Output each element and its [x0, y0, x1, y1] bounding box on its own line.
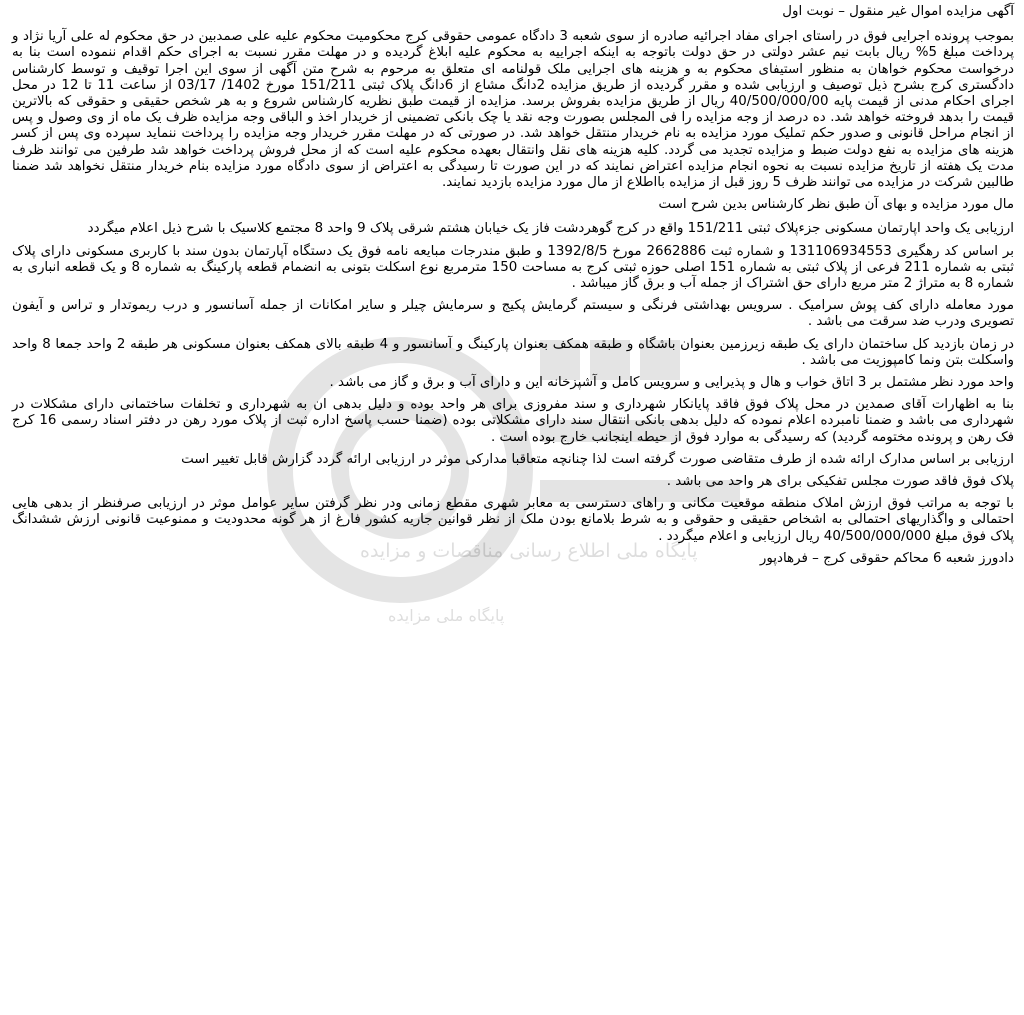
paragraph-unit: واحد مورد نظر مشتمل بر 3 اتاق خواب و هال و پذیرایی و سرویس کامل و آشپزخانه این و دارای آب و برق و گاز می باشد .: [329, 375, 1014, 391]
paragraph-final-value: با توجه به مراتب فوق ارزش املاک منطقه موقعیت مکانی و راهای دسترسی به معابر شهری مقطع زمانی ودر نظر گرفتن سایر عوامل موثر در ارزیابی صرفنظر از بدهی هایی احتمالی و واگذاریهای احتمالی به اشخاص حقیقی و حقوقی و به شرط بلامانع بودن ملک از نظر قوانین جاریه کشور فارغ از هر گونه محدودیت و ممنوعیت قانونی ارزش ششدانگ پلاک فوق مبلغ 40/500/000/000 ریال ارزیابی و اعلام میگردد .: [12, 496, 1014, 544]
paragraph-valuation: ارزیابی یک واحد اپارتمان مسکونی جزءپلاک ثبتی 151/211 واقع در کرج گوهردشت فاز یک خیابان هشتم شرقی پلاک 9 واحد 8 مجتمع کلاسیک با شرح ذیل اعلام میگردد: [87, 221, 1014, 237]
paragraph-disclaimer: ارزیابی بر اساس مدارک ارائه شده از طرف متقاضی صورت گرفته است لذا چنانچه متعاقبا مدارکی موثر در ارزیابی ارائه گردد گزارش قابل تغییر است: [181, 451, 1014, 467]
section-title: مال مورد مزایده و بهای آن طبق نظر کارشناس بدین شرح است: [658, 197, 1014, 213]
signature-line: دادورز شعبه 6 محاکم حقوقی کرج – فرهادپور: [759, 550, 1014, 566]
paragraph-registration: بر اساس کد رهگیری 131106934553 و شماره ثبت 2662886 مورخ 1392/8/5 و طبق مندرجات مبایعه نامه فوق یک دستگاه آپارتمان بدون سند با کاربری مسکونی دارای پلاک ثبتی به شماره 211 فرعی از پلاک ثبتی به شماره 151 اصلی حوزه ثبتی کرج به مساحت 150 مترمربع نوع اسکلت بتونی به انضمام قطعه پارکینگ به شماره 8 و یک قطعه انباری به شماره 8 به متراژ 2 متر مربع دارای حق اشتراک از جمله آب و برق گاز میباشد .: [12, 243, 1015, 292]
paragraph-subdivision: پلاک فوق فاقد صورت مجلس تفکیکی برای هر واحد می باشد .: [666, 474, 1014, 490]
watermark-caption-secondary: پایگاه ملی مزایده: [388, 606, 505, 625]
watermark-caption: پایگاه ملی اطلاع رسانی مناقصات و مزایده: [360, 540, 698, 562]
document-title: آگهی مزایده اموال غیر منقول – نوبت اول: [782, 4, 1014, 19]
paragraph-amenities: مورد معامله دارای کف پوش سرامیک . سرویس بهداشتی فرنگی و سیستم گرمایش پکیج و سرمایش چیلر و سایر امکانات از جمله آسانسور و درب ریموتدار و تراس و آیفون تصویری ودرب ضد سرقت می باشد .: [12, 298, 1014, 330]
paragraph-statements: بنا به اظهارات آقای صمدین در محل پلاک فوق فاقد پایانکار شهرداری و سند مفروزی برای هر واحد بوده و دلیل بدهی ان به شهرداری و تخلفات ساختمانی دارای مشکلات در شهرداری می باشد و ضمنا نامبرده اعلام نموده که دلیل بدهی بانکی انتقال سند دارای مشکلاتی بوده (ضمنا حسب پاسخ اداره ثبت از پلاک مورد رهن در دفتر اسناد رسمی 16 کرج فک رهن و پرونده مختومه گردید) که رسیدگی به موارد فوق از حیطه اینجانب خارج بوده است .: [12, 397, 1014, 445]
intro-paragraph: بموجب پرونده اجرایی فوق در راستای اجرای مفاد اجرائیه صادره از سوی شعبه 3 دادگاه عمومی حقوقی کرج محکومیت محکوم علیه علی صمدبین در حق محکوم له علی آریا نژاد و پرداخت مبلغ 5% ریال بابت نیم عشر دولتی در حق دولت باتوجه به اینکه اجراییه به محکوم علیه ابلاغ گردیده و در مهلت مقرر نسبت به اجرای حکم اقدام ننموده است بنا به درخواست محکوم خواهان به منظور استیفای محکوم به و هزینه های اجرایی ملک قولنامه ای متعلق به مرحوم به شرح متن آگهی از سوی این اجرا توقیف و توسط کارشناس دادگستری کرج بشرح ذیل توصیف و ارزیابی شده و مقرر گردیده از طریق مزایده 2دانگ مشاع از 6دانگ پلاک ثبتی 151/211 مورخ 1402/ 03/17 از ساعت 11 تا 12 در محل اجرای احکام مدنی از قیمت پایه 40/500/000/00 ریال از طریق مزایده بفروش برسد. مزایده از قیمت طبق نظریه کارشناس شروع و به هر شخص حقیقی و حقوقی که بالاترین قیمت را بدهد فروخته خواهد شد. ده درصد از وجه مزایده را فی المجلس بصورت وجه نقد یا چک بانکی تضمینی از خریدار اخذ و الباقی وجه مزایده ظرف یک ماه از وی وصول و پس از انجام مراحل قانونی و صدور حکم تملیک مورد مزایده به نام خریدار منتقل خواهد شد. در صورتی که در مهلت مقرر خریدار وجه مزایده را پرداخت ننماید سپرده وی پس از کسر هزینه های مزایده به نفع دولت ضبط و مزایده تجدید می گردد. کلیه هزینه های نقل وانتقال بعهده محکوم علیه است که از محل فروش پرداخت خواهد شد طرفین می توانند ظرف مدت یک هفته از تاریخ مزایده نسبت به نحوه انجام مزایده اعتراض نمایند که در این صورت تا رسیدگی به اعتراض از سوی دادگاه مورد مزایده بنام خریدار منتقل نخواهد شد ضمنا طالبین شرکت در مزایده می توانند ظرف 5 روز قبل از مزایده بااطلاع از مال مورد مزایده بازدید نمایند.: [12, 29, 1015, 191]
paragraph-building: در زمان بازدید کل ساختمان دارای یک طبقه زیرزمین بعنوان باشگاه و طبقه همکف بعنوان پارکینگ و آسانسور و 4 طبقه بالای همکف بعنوان مسکونی هر طبقه 2 واحد جمعا 8 واحد واسکلت بتن ونما کامپوزیت می باشد .: [12, 336, 1015, 368]
